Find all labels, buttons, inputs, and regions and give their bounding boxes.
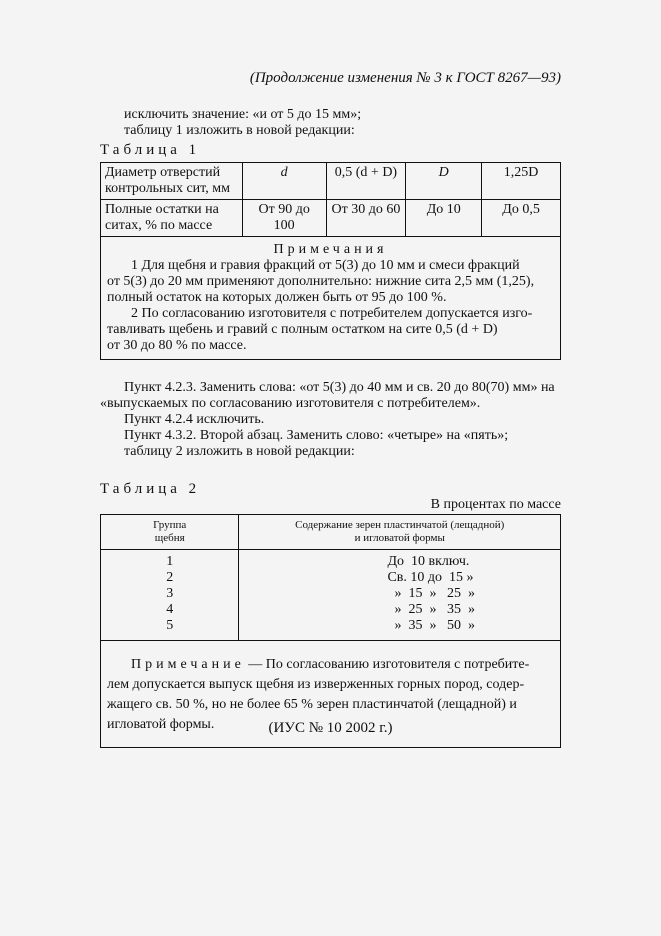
table-2 — [100, 514, 561, 748]
table1-cell-3: До 10 — [406, 200, 482, 237]
intro-line-2: таблицу 1 изложить в новой редакции: — [124, 123, 355, 138]
table2-value: До 10 включ. — [387, 554, 470, 569]
table1-header-row — [101, 163, 561, 200]
table2-groups — [101, 550, 239, 641]
intro-line-1: исключить значение: «и от 5 до 15 мм»; — [124, 107, 362, 122]
table1-data-label-line1: Полные остатки на — [105, 202, 219, 217]
paragraph-line: Пункт 4.2.3. Заменить слова: «от 5(3) до 40 мм и св. 20 до 80(70) мм» на — [124, 380, 555, 395]
page-header: (Продолжение изменения № 3 к ГОСТ 8267—93) — [249, 70, 561, 86]
table2-header-content-line2: и игловатой формы — [354, 532, 445, 544]
table2-value: » 25 » 35 » — [387, 602, 475, 617]
table1-header-label — [101, 163, 243, 200]
table2-group: 4 — [166, 602, 174, 617]
table1-note-title: Примечания — [273, 242, 388, 257]
table2-data-row — [101, 550, 561, 641]
table1-cell-4: До 0,5 — [482, 200, 561, 237]
table2-caption: Таблица 2 — [100, 481, 201, 497]
table2-note-first-line — [107, 655, 554, 675]
table1-header-label-line2: контрольных сит, мм — [105, 181, 230, 196]
page-footer: (ИУС № 10 2002 г.) — [268, 720, 393, 736]
table2-header-group-line1: Группа — [153, 519, 187, 531]
table1-caption: Таблица 1 — [100, 142, 201, 158]
table2-group: 1 — [166, 554, 174, 569]
table2-units: В процентах по массе — [430, 497, 561, 512]
table2-group: 3 — [166, 586, 174, 601]
table1-note-row — [101, 237, 561, 360]
paragraph-line: Пункт 4.3.2. Второй абзац. Заменить слово: «четыре» на «пять»; — [124, 428, 509, 443]
table1-data-label-line2: ситах, % по массе — [105, 218, 213, 233]
table1-col-d: d — [242, 163, 326, 200]
table2-header-group-line2: щебня — [154, 532, 185, 544]
table1-cell-1: От 90 до 100 — [242, 200, 326, 237]
table-1 — [100, 162, 561, 360]
table1-col-half-dD: 0,5 (d + D) — [326, 163, 406, 200]
table2-value: » 15 » 25 » — [387, 586, 475, 601]
table1-header-label-line1: Диаметр отверстий — [105, 165, 221, 180]
table1-note — [101, 237, 561, 360]
paragraph-line: Пункт 4.2.4 исключить. — [124, 412, 265, 427]
table1-note-line: полный остаток на которых должен быть от 95 до 100 %. — [107, 290, 447, 305]
table2-note-title: Примечание — [131, 657, 245, 672]
paragraph-line: таблицу 2 изложить в новой редакции: — [124, 444, 355, 459]
table2-group: 2 — [166, 570, 174, 585]
table1-data-label — [101, 200, 243, 237]
table1-data-row — [101, 200, 561, 237]
table2-header-group — [101, 515, 239, 550]
table1-note-line: от 30 до 80 % по массе. — [107, 338, 247, 353]
table1-col-D: D — [406, 163, 482, 200]
table1-cell-2: От 30 до 60 — [326, 200, 406, 237]
table2-group: 5 — [166, 618, 174, 633]
table1-note-line: от 5(3) до 20 мм применяют дополнительно: нижние сита 2,5 мм (1,25), — [107, 274, 535, 289]
paragraph-line: «выпускаемых по согласованию изготовителя с потребителем». — [100, 396, 481, 411]
table1-note-line: 2 По согласованию изготовителя с потребителем допускается изго- — [131, 306, 533, 321]
table2-note-line: лем допускается выпуск щебня из изверженных горных пород, содер- — [107, 677, 525, 692]
table2-value: » 35 » 50 » — [387, 618, 475, 633]
table2-value: Св. 10 до 15 » — [387, 570, 474, 585]
table2-header-row — [101, 515, 561, 550]
table1-note-line: тавливать щебень и гравий с полным остатком на сите 0,5 (d + D) — [107, 322, 498, 337]
table2-header-content-line1: Содержание зерен пластинчатой (лещадной) — [295, 519, 505, 531]
table2-note-first-text: — По согласованию изготовителя с потребите- — [244, 657, 530, 672]
table2-values — [239, 550, 561, 641]
table2-note-line: игловатой формы. — [107, 717, 215, 732]
table2-note-line: жащего св. 50 %, но не более 65 % зерен пластинчатой (лещадной) и — [107, 697, 517, 712]
table2-header-content — [239, 515, 561, 550]
table1-col-125D: 1,25D — [482, 163, 561, 200]
table1-note-line: 1 Для щебня и гравия фракций от 5(3) до 10 мм и смеси фракций — [131, 258, 520, 273]
